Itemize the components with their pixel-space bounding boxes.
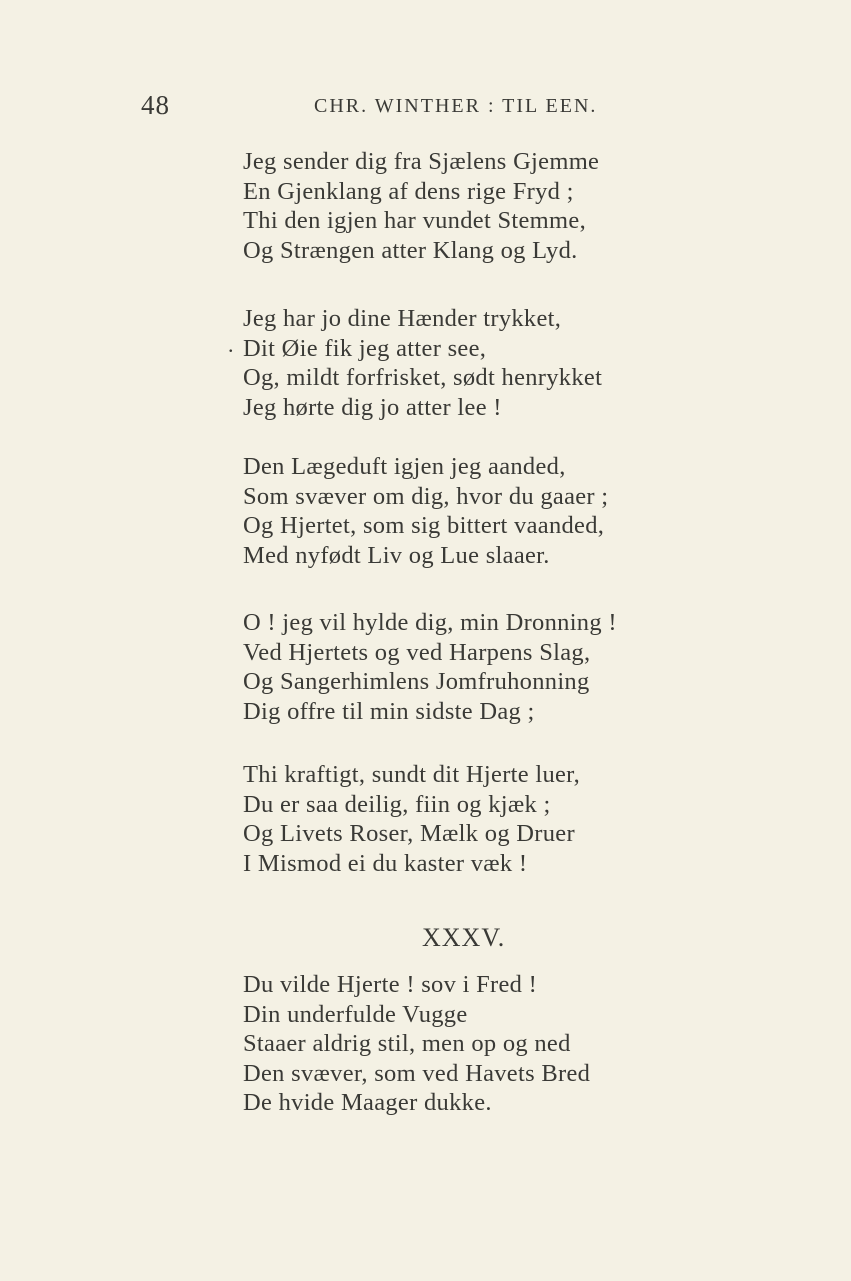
verse-line: Ved Hjertets og ved Harpens Slag, (243, 638, 591, 666)
verse-line: Og Hjertet, som sig bittert vaanded, (243, 512, 605, 539)
verse-line: Jeg hørte dig jo atter lee ! (243, 393, 502, 421)
verse-line: Og Strængen atter Klang og Lyd. (243, 236, 578, 264)
verse-line: Og Sangerhimlens Jomfruhonning (243, 668, 590, 695)
verse-line: Den svæver, som ved Havets Bred (243, 1059, 591, 1087)
verse-line: O ! jeg vil hylde dig, min Dronning ! (243, 609, 617, 636)
verse-line: Staaer aldrig stil, men op og ned (243, 1030, 571, 1057)
verse-line: Du vilde Hjerte ! sov i Fred ! (243, 971, 538, 998)
verse-line: De hvide Maager dukke. (243, 1089, 492, 1116)
verse-line: Dig offre til min sidste Dag ; (243, 697, 535, 725)
verse-line: Den Lægeduft igjen jeg aanded, (243, 453, 566, 480)
verse-line: Jeg har jo dine Hænder trykket, (243, 305, 562, 332)
stanza (243, 760, 580, 878)
stanza (243, 970, 590, 1118)
stanza (243, 608, 617, 726)
page-number: 48 (141, 90, 170, 120)
stanza (243, 452, 608, 570)
verse-line: Jeg sender dig fra Sjælens Gjemme (243, 148, 600, 175)
stanza (243, 304, 602, 422)
verse-line: Og Livets Roser, Mælk og Druer (243, 820, 575, 847)
stanza (243, 147, 599, 265)
verse-line: I Mismod ei du kaster væk ! (243, 849, 528, 877)
verse-line: Din underfulde Vugge (243, 1000, 468, 1028)
verse-line: Som svæver om dig, hvor du gaaer ; (243, 482, 609, 510)
running-head: CHR. WINTHER : TIL EEN. (314, 95, 598, 117)
verse-line: Med nyfødt Liv og Lue slaaer. (243, 541, 550, 569)
verse-line: Du er saa deilig, fiin og kjæk ; (243, 790, 551, 818)
verse-line: Thi den igjen har vundet Stemme, (243, 207, 586, 234)
verse-line: Thi kraftigt, sundt dit Hjerte luer, (243, 761, 581, 788)
section-numeral: XXXV. (422, 923, 506, 952)
verse-line: Dit Øie fik jeg atter see, (243, 334, 487, 362)
verse-line: Og, mildt forfrisket, sødt henrykket (243, 364, 603, 391)
stray-mark: . (228, 332, 234, 357)
verse-line: En Gjenklang af dens rige Fryd ; (243, 177, 574, 205)
